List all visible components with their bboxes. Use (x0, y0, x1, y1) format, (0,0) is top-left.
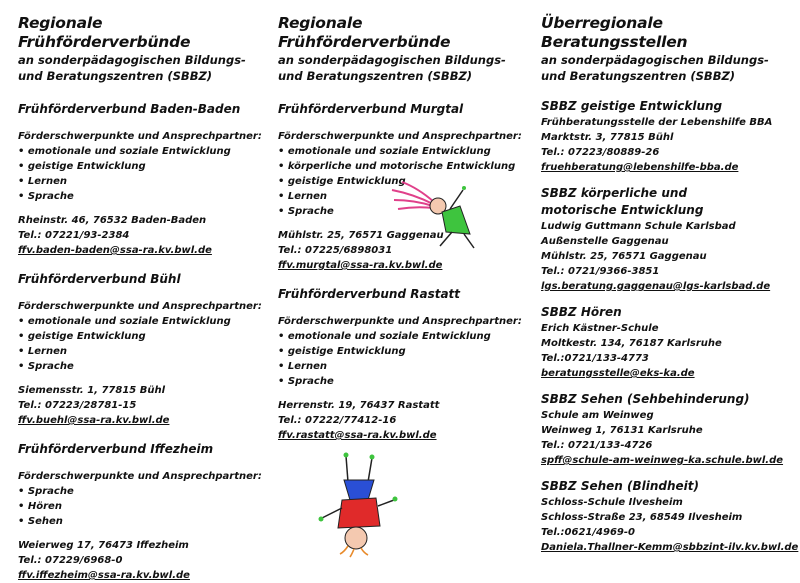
focus-list (278, 329, 518, 389)
column-title: Regionale Frühförderverbünde (18, 14, 191, 51)
list-item: • emotionale und soziale Entwicklung (18, 144, 258, 159)
email-link[interactable]: ffv.iffezheim@ssa-ra.kv.bwl.de (18, 570, 190, 581)
focus-list (18, 314, 258, 374)
list-item: • geistige Entwicklung (18, 329, 258, 344)
block-heading: Frühförderverbund Iffezheim (18, 442, 214, 456)
block-baden-baden (18, 102, 262, 258)
block-koerperliche-entwicklung (541, 185, 796, 294)
phone: Tel.: 07225/6898031 (278, 245, 393, 256)
block-heading: SBBZ körperliche und motorische Entwicklung (541, 186, 704, 217)
column-subtitle: an sonderpädagogischen Bildungs- und Beratungszentren (SBBZ) (18, 53, 246, 83)
column-title: Überregionale Beratungsstellen (541, 14, 688, 51)
email-link[interactable]: ffv.baden-baden@ssa-ra.kv.bwl.de (18, 245, 212, 256)
block-intro: Förderschwerpunkte und Ansprechpartner: (18, 301, 262, 312)
email-link[interactable]: ffv.murgtal@ssa-ra.kv.bwl.de (278, 260, 443, 271)
focus-list (18, 144, 258, 204)
list-item: • Lernen (18, 174, 258, 189)
block-heading: SBBZ Sehen (Blindheit) (541, 479, 700, 493)
block-hoeren (541, 304, 796, 381)
info-line: Schloss-Straße 23, 68549 Ilvesheim (541, 512, 743, 523)
list-item: • Sprache (18, 484, 258, 499)
column-frühförderverbünde-1 (18, 14, 262, 583)
list-item: • Sehen (18, 514, 258, 529)
email-link[interactable]: ffv.rastatt@ssa-ra.kv.bwl.de (278, 430, 437, 441)
child-illustration (308, 448, 403, 558)
address: Siemensstr. 1, 77815 Bühl (18, 385, 166, 396)
block-intro: Förderschwerpunkte und Ansprechpartner: (18, 471, 262, 482)
info-line: Außenstelle Gaggenau (541, 236, 669, 247)
list-item: • Sprache (278, 204, 518, 219)
list-item: • emotionale und soziale Entwicklung (18, 314, 258, 329)
address: Herrenstr. 19, 76437 Rastatt (278, 400, 440, 411)
block-heading: Frühförderverbund Rastatt (278, 287, 461, 301)
block-intro: Förderschwerpunkte und Ansprechpartner: (18, 131, 262, 142)
info-line: Frühberatungsstelle der Lebenshilfe BBA (541, 117, 773, 128)
block-buehl (18, 272, 262, 428)
info-line: Tel.:0721/133-4773 (541, 353, 649, 364)
email-link[interactable]: spff@schule-am-weinweg-ka.schule.bwl.de (541, 455, 784, 466)
info-line: Tel.: 0721/9366-3851 (541, 266, 660, 277)
list-item: • Sprache (278, 374, 518, 389)
list-item: • emotionale und soziale Entwicklung (278, 144, 518, 159)
info-line: Tel.: 0721/133-4726 (541, 440, 653, 451)
block-intro: Förderschwerpunkte und Ansprechpartner: (278, 316, 522, 327)
block-iffezheim (18, 442, 262, 583)
info-line: Tel.: 07223/80889-26 (541, 147, 660, 158)
info-line: Tel.:0621/4969-0 (541, 527, 635, 538)
info-line: Schloss-Schule Ilvesheim (541, 497, 683, 508)
block-heading: Frühförderverbund Murgtal (278, 102, 464, 116)
column-title: Regionale Frühförderverbünde (278, 14, 451, 51)
address: Rheinstr. 46, 76532 Baden-Baden (18, 215, 207, 226)
block-heading: SBBZ geistige Entwicklung (541, 99, 723, 113)
email-link[interactable]: fruehberatung@lebenshilfe-bba.de (541, 162, 739, 173)
list-item: • körperliche und motorische Entwicklung (278, 159, 518, 174)
phone: Tel.: 07223/28781-15 (18, 400, 137, 411)
list-item: • geistige Entwicklung (278, 174, 518, 189)
block-sehbehinderung (541, 391, 796, 468)
girl-illustration (388, 176, 488, 256)
block-heading: SBBZ Hören (541, 305, 622, 319)
email-link[interactable]: lgs.beratung.gaggenau@lgs-karlsbad.de (541, 281, 771, 292)
list-item: • emotionale und soziale Entwicklung (278, 329, 518, 344)
block-rastatt (278, 287, 522, 443)
focus-list (18, 484, 258, 529)
block-heading: Frühförderverbund Bühl (18, 272, 181, 286)
column-beratungsstellen (541, 14, 799, 555)
block-geistige-entwicklung (541, 98, 796, 175)
email-link[interactable]: ffv.buehl@ssa-ra.kv.bwl.de (18, 415, 170, 426)
info-line: Ludwig Guttmann Schule Karlsbad (541, 221, 736, 232)
list-item: • Sprache (18, 189, 258, 204)
list-item: • geistige Entwicklung (18, 159, 258, 174)
list-item: • Lernen (18, 344, 258, 359)
block-heading: Frühförderverbund Baden-Baden (18, 102, 241, 116)
address: Mühlstr. 25, 76571 Gaggenau (278, 230, 444, 241)
column-subtitle: an sonderpädagogischen Bildungs- und Beratungszentren (SBBZ) (541, 53, 769, 83)
phone: Tel.: 07222/77412-16 (278, 415, 397, 426)
list-item: • geistige Entwicklung (278, 344, 518, 359)
info-line: Mühlstr. 25, 76571 Gaggenau (541, 251, 707, 262)
list-item: • Sprache (18, 359, 258, 374)
info-line: Weinweg 1, 76131 Karlsruhe (541, 425, 703, 436)
list-item: • Hören (18, 499, 258, 514)
list-item: • Lernen (278, 359, 518, 374)
info-line: Marktstr. 3, 77815 Bühl (541, 132, 674, 143)
block-blindheit (541, 478, 799, 555)
block-heading: SBBZ Sehen (Sehbehinderung) (541, 392, 750, 406)
block-intro: Förderschwerpunkte und Ansprechpartner: (278, 131, 522, 142)
email-link[interactable]: Daniela.Thallner-Kemm@sbbzint-ilv.kv.bwl.de (541, 542, 799, 553)
info-line: Erich Kästner-Schule (541, 323, 659, 334)
list-item: • Lernen (278, 189, 518, 204)
phone: Tel.: 07221/93-2384 (18, 230, 130, 241)
info-line: Moltkestr. 134, 76187 Karlsruhe (541, 338, 722, 349)
email-link[interactable]: beratungsstelle@eks-ka.de (541, 368, 695, 379)
column-subtitle: an sonderpädagogischen Bildungs- und Beratungszentren (SBBZ) (278, 53, 506, 83)
info-line: Schule am Weinweg (541, 410, 654, 421)
address: Weierweg 17, 76473 Iffezheim (18, 540, 189, 551)
phone: Tel.: 07229/6968-0 (18, 555, 123, 566)
